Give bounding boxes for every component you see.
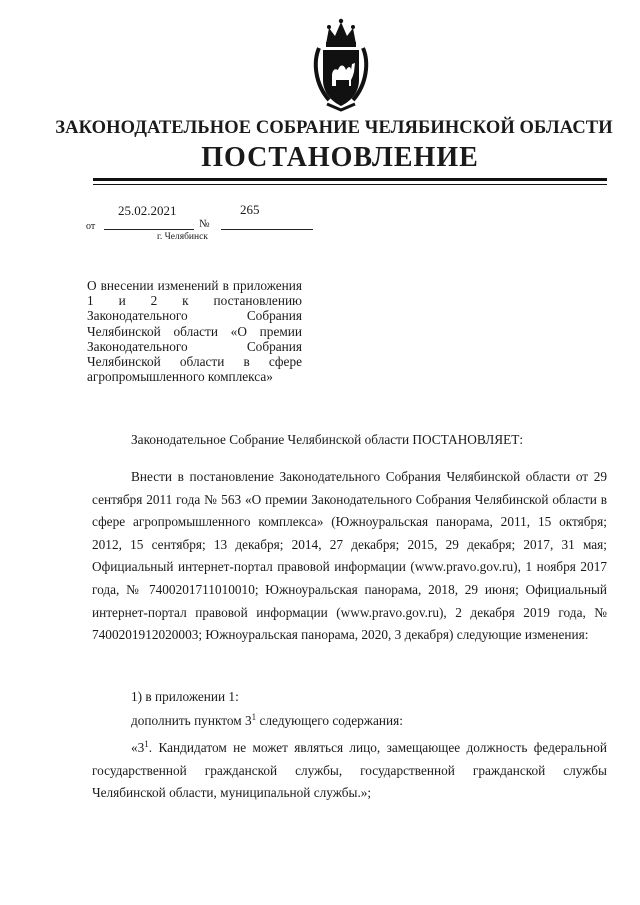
list-item-add-point [131,713,403,729]
document-type-title: ПОСТАНОВЛЕНИЕ [201,142,479,173]
header-rule-thick [93,178,607,181]
city-label: г. Челябинск [157,232,208,242]
coat-of-arms-icon [299,14,383,114]
add-point-superscript: 1 [251,712,257,722]
from-label: от [86,221,96,232]
organization-title: ЗАКОНОДАТЕЛЬНОЕ СОБРАНИЕ ЧЕЛЯБИНСКОЙ ОБЛАСТИ [55,118,613,138]
decree-statement: Законодательное Собрание Челябинской области ПОСТАНОВЛЯЕТ: [131,432,524,447]
document-subject: О внесении изменений в приложения 1 и 2 к постановлению Законодательного Собрания Челябинской области «О премии Законодательного Собрания Челябинской области в сфере агропромышленного комплекса» [87,278,302,385]
list-item-1: 1) в приложении 1: [131,689,239,704]
quote-superscript: 1 [144,739,149,749]
add-point-prefix: дополнить пунктом 3 [131,713,252,728]
add-point-suffix: следующего содержания: [256,713,403,728]
body-paragraph-1: Внести в постановление Законодательного Собрания Челябинской области от 29 сентября 2011 года № 563 «О премии Законодательного Собрания Челябинской области в сфере агропромышленного комплекса» (Южноуральская панорама, 2011, 15 октября; 2012, 15 сентября; 13 декабря; 2014, 27 декабря; 2015, 29 декабря; 2017, 31 мая; Официальный интернет-портал правовой информации (www.pravo.gov.ru), 1 ноября 2017 года, № 7400201711010010; Южноуральская панорама, 2018, 29 июня; Официальный интернет-портал правовой информации (www.pravo.gov.ru), 2 декабря 2019 года, № 7400201912020003; Южноуральская панорама, 2020, 3 декабря) следующие изменения: [92,469,607,643]
number-underline [221,229,313,230]
document-date: 25.02.2021 [118,203,177,218]
date-underline [104,229,194,230]
quote-prefix: «3 [131,740,145,755]
header-rule-thin [93,184,607,185]
number-label: № [199,218,210,230]
quoted-provision [92,737,607,805]
quote-text: . Кандидатом не может являться лицо, замещающее должность федеральной государственной гражданской службы, государственной гражданской службы Челябинской области, муниципальной службы.»; [92,740,607,801]
document-number: 265 [240,202,260,217]
